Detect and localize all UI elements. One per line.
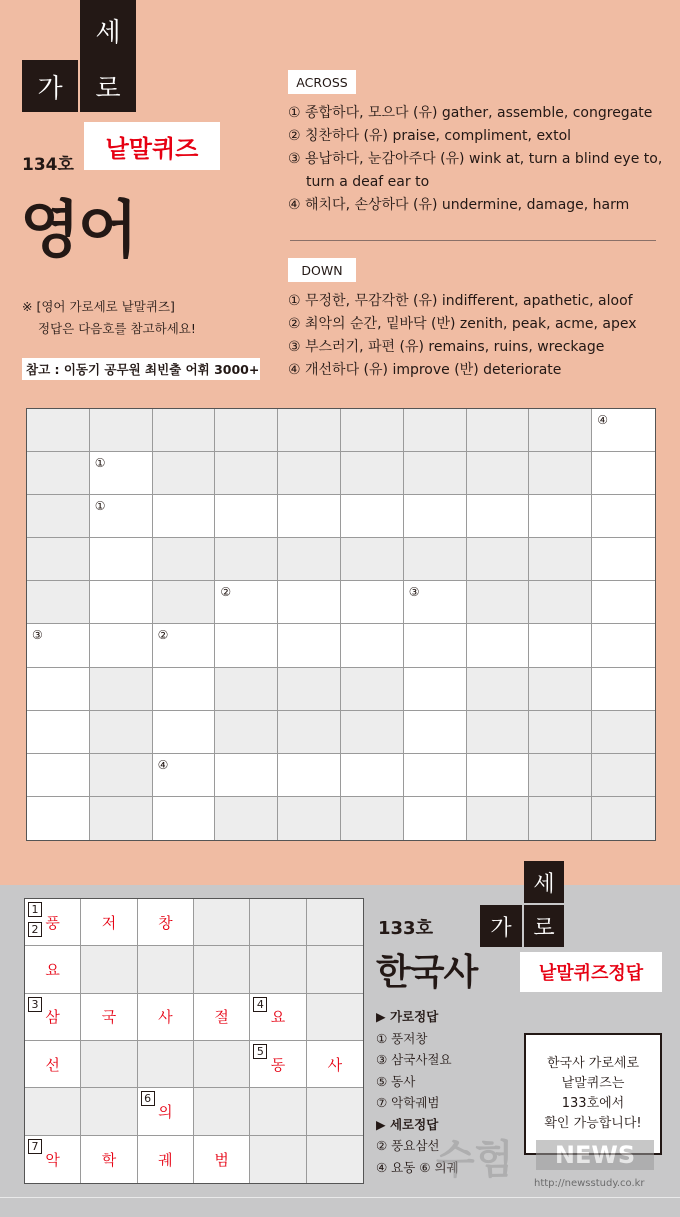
- answer-line: ① 풍저창: [376, 1030, 428, 1046]
- grid-cell-open[interactable]: [27, 668, 90, 711]
- grid-cell-open[interactable]: [153, 668, 216, 711]
- grid-cell-blocked: [153, 409, 216, 452]
- grid-cell-blocked: [341, 538, 404, 581]
- grid-cell-open[interactable]: [215, 754, 278, 797]
- answer-cell: [250, 994, 306, 1041]
- answer-char: 악: [45, 1150, 60, 1169]
- grid-cell-open[interactable]: [278, 624, 341, 667]
- answer-char: 사: [327, 1055, 343, 1074]
- answer-char: 풍: [45, 913, 60, 932]
- issue-number: 134호: [22, 155, 74, 175]
- logo-tile-se: 세: [80, 0, 136, 60]
- across-clues: [288, 102, 668, 217]
- grid-cell-open[interactable]: [215, 624, 278, 667]
- answer-cell: [250, 1041, 306, 1088]
- answer-char: 국: [101, 1008, 117, 1027]
- grid-cell-blocked: [278, 452, 341, 495]
- grid-cell-open[interactable]: [90, 538, 153, 581]
- answer-char: 절: [214, 1008, 229, 1027]
- grid-cell-blocked: [90, 711, 153, 754]
- answer-line: ④ 요동 ⑥ 의궤: [376, 1159, 459, 1175]
- answer-cell: [307, 946, 363, 993]
- grid-cell-open[interactable]: [592, 538, 655, 581]
- answer-cell: [307, 994, 363, 1041]
- answer-char: 저: [101, 913, 117, 932]
- answer-number-box: 7: [28, 1139, 42, 1154]
- answer-char: 사: [158, 1008, 173, 1027]
- quiz-subject: 영어: [20, 193, 136, 266]
- grid-cell-open[interactable]: [341, 754, 404, 797]
- answer-cell: [138, 1088, 194, 1135]
- grid-cell-open[interactable]: [278, 581, 341, 624]
- clue-number: ③: [408, 585, 420, 600]
- answer-number-box: 4: [253, 997, 267, 1012]
- grid-cell-blocked: [467, 581, 530, 624]
- crossword-grid: [26, 408, 656, 841]
- grid-cell-open[interactable]: [90, 624, 153, 667]
- answer-logo-tile-ga: 가: [480, 905, 522, 947]
- answer-number-box: 2: [28, 922, 42, 937]
- answer-cell: [307, 1136, 363, 1183]
- grid-cell-open[interactable]: [404, 495, 467, 538]
- grid-cell-blocked: [153, 581, 216, 624]
- answer-section-heading: ▶ 세로정답: [376, 1116, 439, 1132]
- grid-cell-blocked: [529, 538, 592, 581]
- answer-char: 요: [45, 960, 60, 979]
- grid-cell-open[interactable]: [153, 495, 216, 538]
- grid-cell-blocked: [529, 797, 592, 840]
- grid-cell-open[interactable]: [592, 581, 655, 624]
- answer-cell: [25, 1136, 81, 1183]
- grid-cell-open[interactable]: [27, 711, 90, 754]
- grid-cell-blocked: [341, 668, 404, 711]
- quiz-label: 낱말퀴즈: [84, 122, 220, 170]
- grid-cell-blocked: [215, 711, 278, 754]
- down-clue-2: ② 최악의 순간, 밑바닥 (반) zenith, peak, acme, apex: [288, 316, 637, 332]
- info-line-2: 낱말퀴즈는: [561, 1076, 625, 1091]
- grid-cell-blocked: [90, 797, 153, 840]
- grid-cell-open[interactable]: [592, 452, 655, 495]
- answer-number-box: 6: [141, 1091, 155, 1106]
- grid-cell-open[interactable]: [341, 581, 404, 624]
- grid-cell-open[interactable]: [404, 624, 467, 667]
- grid-cell-open[interactable]: [90, 581, 153, 624]
- grid-cell-blocked: [215, 538, 278, 581]
- grid-cell-blocked: [404, 452, 467, 495]
- grid-cell-blocked: [341, 409, 404, 452]
- answer-cell: [194, 994, 250, 1041]
- answer-cell: [25, 994, 81, 1041]
- answer-note: [22, 296, 196, 340]
- answer-char: 요: [270, 1008, 286, 1027]
- grid-cell-blocked: [27, 538, 90, 581]
- answer-cell: [194, 899, 250, 946]
- answer-cell: [81, 1041, 137, 1088]
- grid-cell-open[interactable]: [27, 624, 90, 667]
- answer-logo-tile-se: 세: [524, 861, 564, 903]
- answer-cell: [81, 1136, 137, 1183]
- clue-number: ③: [32, 628, 43, 643]
- grid-cell-open[interactable]: [153, 797, 216, 840]
- answer-cell: [138, 899, 194, 946]
- answer-line: ② 풍요삼선: [376, 1138, 440, 1153]
- answer-grid: [24, 898, 364, 1184]
- answer-logo-tile-ro: 로: [524, 905, 564, 947]
- answer-cell: [194, 1136, 250, 1183]
- grid-cell-blocked: [215, 668, 278, 711]
- answer-line: ③ 삼국사절요: [376, 1052, 452, 1067]
- answer-cell: [81, 899, 137, 946]
- answer-cell: [138, 946, 194, 993]
- answer-char: 동: [270, 1055, 286, 1074]
- grid-cell-blocked: [278, 538, 341, 581]
- clue-number: ①: [94, 499, 106, 514]
- grid-cell-blocked: [341, 452, 404, 495]
- clue-number: ②: [157, 628, 169, 643]
- answer-cell: [81, 994, 137, 1041]
- answer-cell: [25, 1041, 81, 1088]
- grid-cell-blocked: [278, 797, 341, 840]
- across-heading: ACROSS: [288, 70, 356, 94]
- grid-cell-open[interactable]: [467, 754, 530, 797]
- answer-section-heading: ▶ 가로정답: [376, 1009, 439, 1024]
- across-clue-3-cont: turn a deaf ear to: [306, 174, 430, 190]
- grid-cell-blocked: [529, 711, 592, 754]
- answer-char: 선: [45, 1055, 60, 1074]
- grid-cell-blocked: [278, 409, 341, 452]
- grid-cell-blocked: [529, 754, 592, 797]
- grid-cell-open[interactable]: [529, 624, 592, 667]
- grid-cell-open[interactable]: [467, 624, 530, 667]
- answer-cell: [25, 946, 81, 993]
- grid-cell-blocked: [467, 409, 530, 452]
- answer-cell: [307, 1041, 363, 1088]
- answer-char: 학: [101, 1150, 117, 1169]
- grid-cell-blocked: [592, 754, 655, 797]
- watermark-url: http://newsstudy.co.kr: [534, 1178, 645, 1189]
- note-line-1: ※ [영어 가로세로 낱말퀴즈]: [22, 299, 175, 314]
- down-clues: [288, 290, 668, 382]
- grid-cell-blocked: [153, 538, 216, 581]
- grid-cell-open[interactable]: [404, 581, 467, 624]
- clue-number: ①: [94, 456, 106, 471]
- grid-cell-open[interactable]: [341, 624, 404, 667]
- info-line-1: 한국사 가로세로: [546, 1056, 640, 1071]
- grid-cell-blocked: [529, 409, 592, 452]
- grid-cell-open[interactable]: [592, 668, 655, 711]
- watermark-brand: 수험: [436, 1137, 514, 1183]
- grid-cell-blocked: [215, 452, 278, 495]
- grid-cell-blocked: [27, 452, 90, 495]
- grid-cell-blocked: [467, 538, 530, 581]
- answer-cell: [194, 1041, 250, 1088]
- grid-cell-blocked: [341, 711, 404, 754]
- grid-cell-open[interactable]: [341, 495, 404, 538]
- answer-cell: [138, 1136, 194, 1183]
- info-box: [524, 1033, 662, 1155]
- answer-cell: [81, 1088, 137, 1135]
- clue-number: ④: [157, 757, 169, 772]
- answer-label: 낱말퀴즈정답: [520, 952, 662, 992]
- answer-cell: [194, 946, 250, 993]
- grid-cell-open[interactable]: [592, 495, 655, 538]
- grid-cell-blocked: [467, 452, 530, 495]
- answer-char: 창: [158, 913, 173, 932]
- grid-cell-blocked: [27, 495, 90, 538]
- grid-cell-blocked: [278, 711, 341, 754]
- grid-cell-blocked: [27, 581, 90, 624]
- logo-tile-ro: 로: [80, 60, 136, 112]
- answer-cell: [307, 899, 363, 946]
- grid-cell-blocked: [467, 668, 530, 711]
- grid-cell-open[interactable]: [592, 624, 655, 667]
- answer-number-box: 3: [28, 997, 42, 1012]
- down-clue-4: ④ 개선하다 (유) improve (반) deteriorate: [288, 362, 562, 378]
- answer-cell: [307, 1088, 363, 1135]
- answer-char: 범: [214, 1150, 229, 1169]
- info-line-3: 133호에서: [561, 1096, 625, 1111]
- across-clue-2: ② 칭찬하다 (유) praise, compliment, extol: [288, 128, 572, 144]
- grid-cell-blocked: [215, 797, 278, 840]
- note-line-2: 정답은 다음호를 참고하세요!: [38, 321, 196, 336]
- grid-cell-open[interactable]: [467, 495, 530, 538]
- grid-cell-open[interactable]: [404, 668, 467, 711]
- info-line-4: 확인 가능합니다!: [544, 1116, 642, 1131]
- grid-cell-blocked: [592, 711, 655, 754]
- footer-line: [0, 1197, 680, 1198]
- answer-cell: [250, 1088, 306, 1135]
- grid-cell-blocked: [90, 754, 153, 797]
- grid-cell-blocked: [529, 581, 592, 624]
- grid-cell-open[interactable]: [27, 797, 90, 840]
- grid-cell-open[interactable]: [215, 495, 278, 538]
- answer-number-box: 5: [253, 1044, 267, 1059]
- grid-cell-blocked: [341, 797, 404, 840]
- grid-cell-blocked: [153, 452, 216, 495]
- answer-cell: [81, 946, 137, 993]
- grid-cell-open[interactable]: [278, 754, 341, 797]
- grid-cell-open[interactable]: [404, 797, 467, 840]
- answer-cell: [250, 1136, 306, 1183]
- grid-cell-open[interactable]: [404, 711, 467, 754]
- grid-cell-open[interactable]: [592, 409, 655, 452]
- watermark-news: NEWS: [536, 1140, 654, 1170]
- answer-char: 삼: [45, 1008, 60, 1027]
- grid-cell-blocked: [90, 409, 153, 452]
- grid-cell-blocked: [467, 711, 530, 754]
- grid-cell-blocked: [278, 668, 341, 711]
- answer-issue-number: 133호: [378, 918, 433, 939]
- across-clue-1: ① 종합하다, 모으다 (유) gather, assemble, congregate: [288, 105, 653, 121]
- answer-cell: [25, 1088, 81, 1135]
- grid-cell-blocked: [404, 409, 467, 452]
- grid-cell-blocked: [90, 668, 153, 711]
- grid-cell-open[interactable]: [90, 452, 153, 495]
- down-heading: DOWN: [288, 258, 356, 282]
- answer-cell: [194, 1088, 250, 1135]
- reference-box: 참고 : 이동기 공무원 최빈출 어휘 3000+: [22, 358, 260, 380]
- across-clue-3: ③ 용납하다, 눈감아주다 (유) wink at, turn a blind eye to,: [288, 151, 663, 167]
- answer-subject: 한국사: [376, 952, 478, 993]
- grid-cell-blocked: [529, 668, 592, 711]
- across-clue-4: ④ 해치다, 손상하다 (유) undermine, damage, harm: [288, 197, 630, 213]
- grid-cell-open[interactable]: [153, 754, 216, 797]
- answer-line: ⑤ 동사: [376, 1073, 416, 1089]
- down-clue-3: ③ 부스러기, 파편 (유) remains, ruins, wreckage: [288, 339, 605, 355]
- grid-cell-blocked: [215, 409, 278, 452]
- grid-cell-open[interactable]: [153, 711, 216, 754]
- answer-char: 의: [158, 1102, 173, 1121]
- answer-cell: [138, 994, 194, 1041]
- answer-cell: [250, 899, 306, 946]
- grid-cell-open[interactable]: [278, 495, 341, 538]
- grid-cell-open[interactable]: [215, 581, 278, 624]
- grid-cell-blocked: [467, 797, 530, 840]
- grid-cell-open[interactable]: [90, 495, 153, 538]
- answer-cell: [250, 946, 306, 993]
- clue-number: ④: [597, 413, 608, 427]
- answer-cell: [25, 899, 81, 946]
- grid-cell-open[interactable]: [529, 495, 592, 538]
- divider: [290, 240, 656, 241]
- answer-char: 궤: [158, 1150, 173, 1169]
- answer-line: ⑦ 악학궤범: [376, 1095, 440, 1110]
- grid-cell-blocked: [404, 538, 467, 581]
- answer-cell: [138, 1041, 194, 1088]
- grid-cell-open[interactable]: [404, 754, 467, 797]
- grid-cell-blocked: [27, 409, 90, 452]
- answer-number-box: 1: [28, 902, 42, 917]
- logo-tile-ga: 가: [22, 60, 78, 112]
- grid-cell-blocked: [592, 797, 655, 840]
- clue-number: ②: [220, 585, 232, 600]
- down-clue-1: ① 무정한, 무감각한 (유) indifferent, apathetic, aloof: [288, 293, 633, 309]
- grid-cell-open[interactable]: [153, 624, 216, 667]
- grid-cell-open[interactable]: [27, 754, 90, 797]
- grid-cell-blocked: [529, 452, 592, 495]
